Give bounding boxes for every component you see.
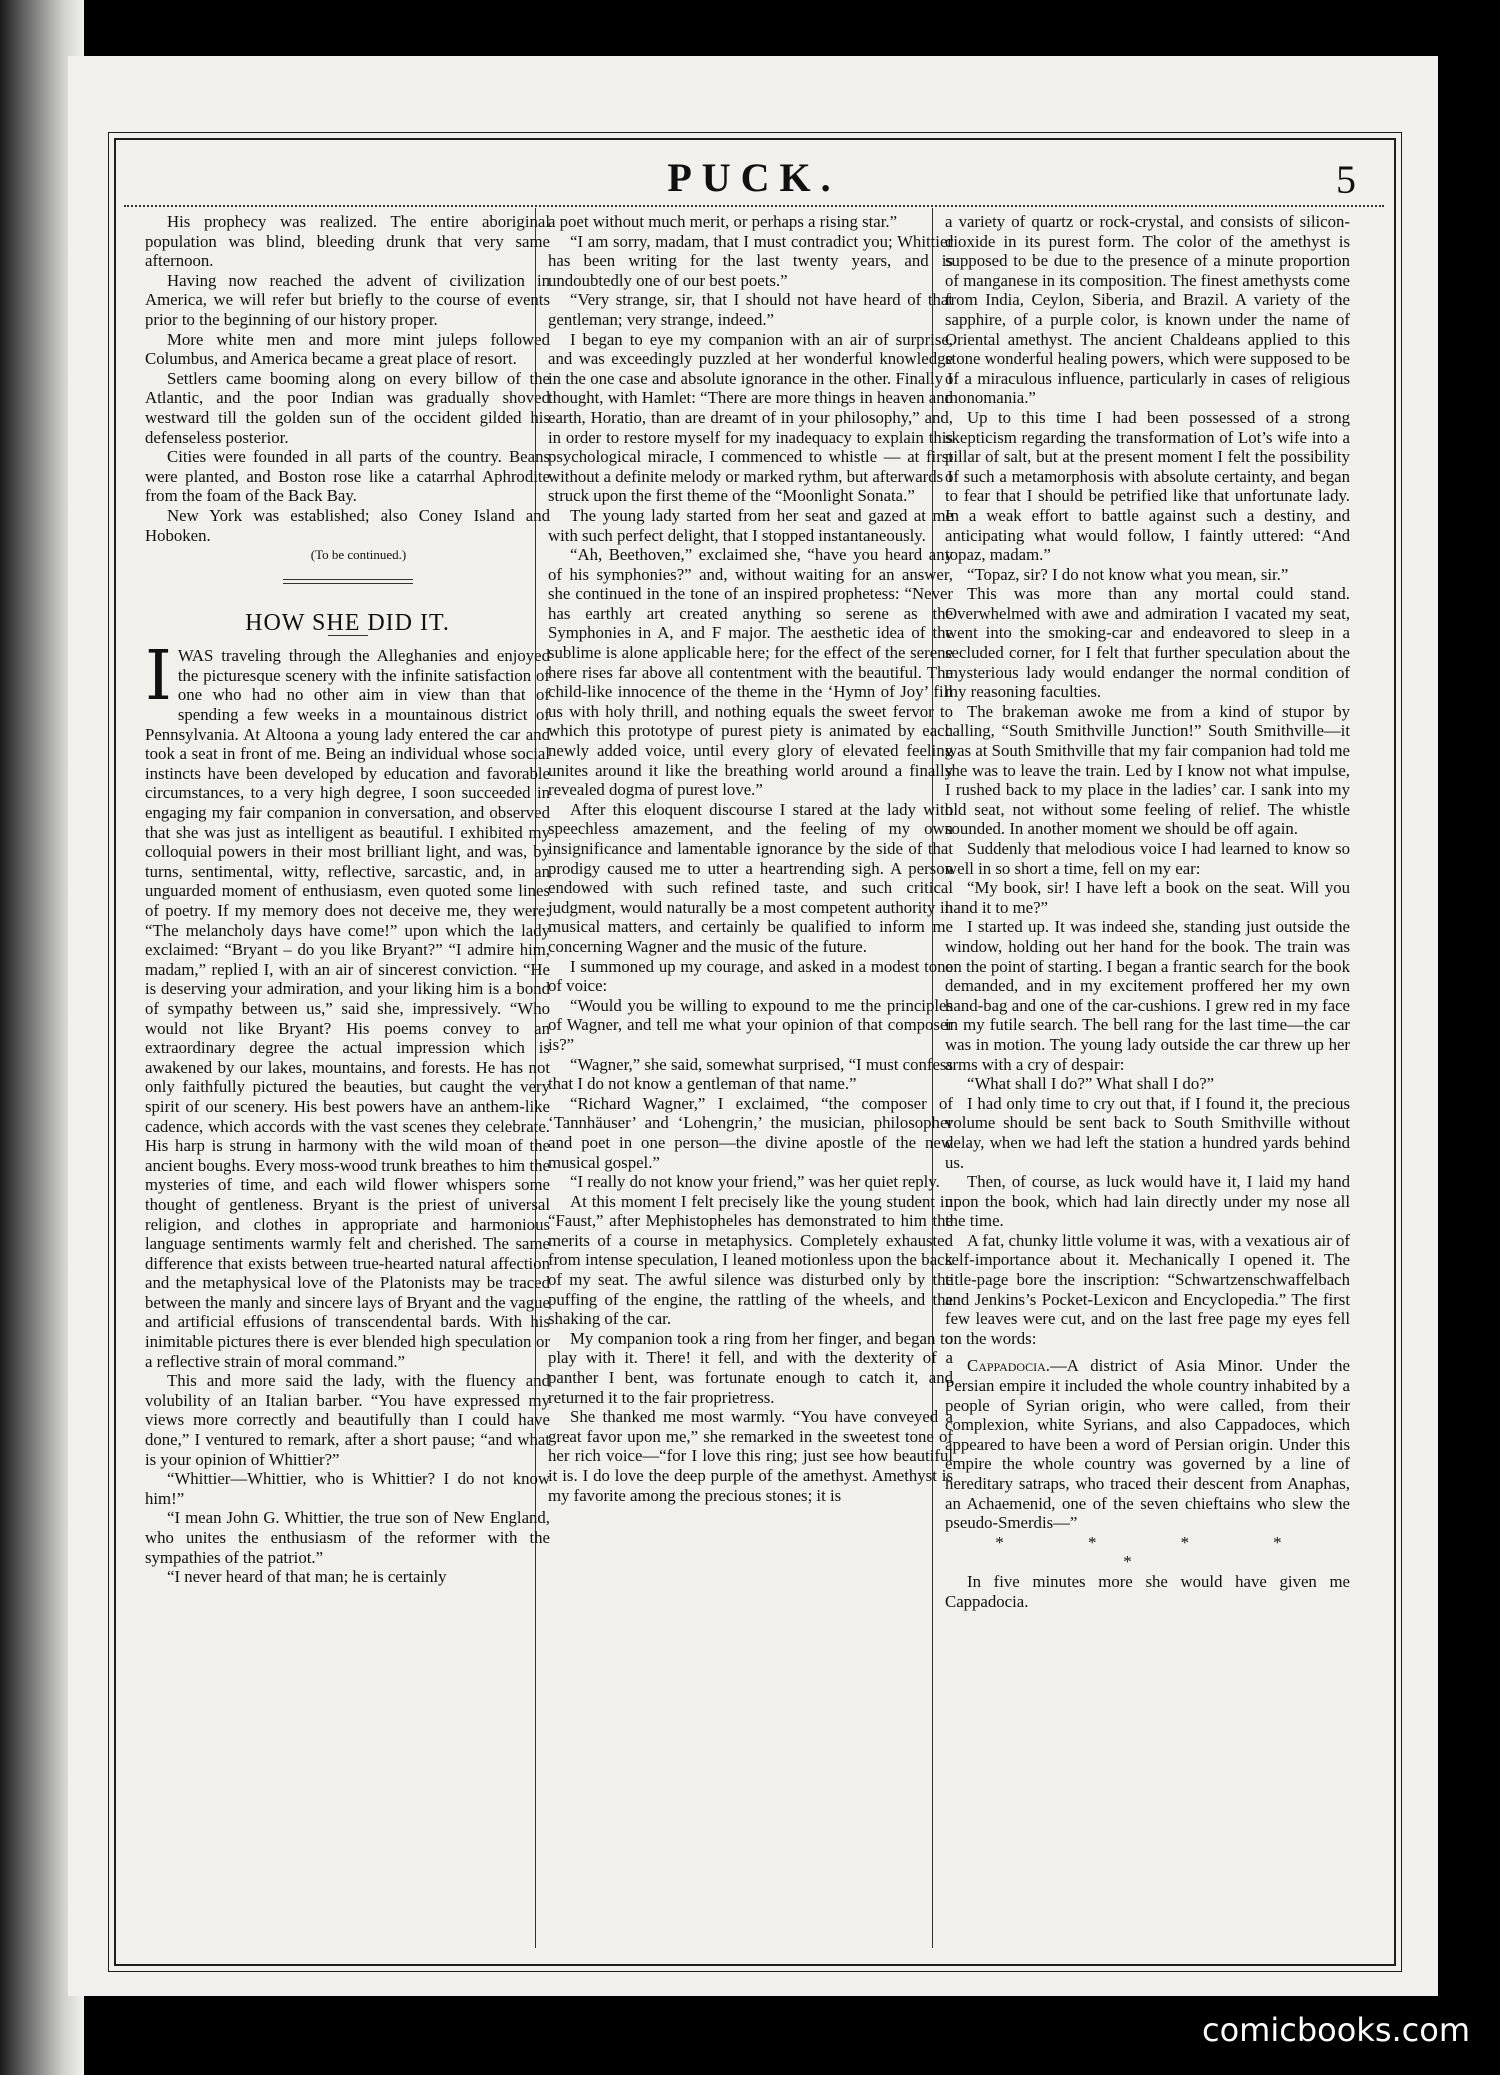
encyclopedia-entry (945, 1356, 1350, 1532)
masthead (124, 152, 1384, 200)
paragraph: Suddenly that melodious voice I had learned to know so well in so short a time, fell on my ear: (945, 839, 1350, 878)
paragraph: Having now reached the advent of civilization in America, we will refer but briefly to the course of events prior to the beginning of our history proper. (145, 270, 550, 329)
paragraph: His prophecy was realized. The entire aboriginal population was blind, bleeding drunk that very same afternoon. (145, 212, 550, 271)
paragraph: “I mean John G. Whittier, the true son of New England, who unites the enthusiasm of the reformer with the sympathies of the patriot.” (145, 1508, 550, 1567)
article-separator (283, 579, 413, 584)
paragraph: More white men and more mint juleps followed Columbus, and America became a great place of resort. (145, 329, 550, 369)
paragraph: “Would you be willing to expound to me the principles of Wagner, and tell me what your opinion of that composer is?” (548, 995, 953, 1054)
column-1 (145, 212, 550, 1587)
entry-text: —A district of Asia Minor. Under the Persian empire it included the whole country inhabited by a people of Syrian origin, who were called, from their complexion, white Syrians, and also Cappadoces, which appeared to have been a word of Persian origin. Under this empire the whole country was governed by a line of hereditary satraps, who traced their descent from Anaphas, an Achaemenid, one of the seven chieftains who slew the pseudo-Smerdis—” (945, 1356, 1350, 1533)
paragraph-text: WAS traveling through the Alleghanies and enjoyed the picturesque scenery with the infinite satisfaction of one who had no other aim in view than that of spending a few weeks in a mountainous district of Pennsylvania. At Altoona a young lady entered the car and took a seat in front of me. Being an individual whose social instincts have been developed by education and favorable circumstances, to a very high degree, I soon succeeded in engaging my fair companion in conversation, and observed that she was just as intelligent as beautiful. I exhibited my colloquial powers in their most brilliant light, and was, by turns, sentimental, witty, reflective, sarcastic, and, in an unguarded moment of enthusiasm, even quoted some lines of poetry. If my memory does not deceive me, they were: “The melancholy days have come!” upon which the lady exclaimed: “Bryant – do you like Bryant?” “I admire him, madam,” replied I, with an air of sincerest conviction. “He is deserving your admiration, and your liking him is a bond of sympathy between us,” said she, impressively. “Who would not like Bryant? His poems convey to an extraordinary degree the actual impression which is awakened by our lakes, mountains, and forests. He has not only faithfully pictured the beauties, but caught the very spirit of our scenery. His best powers have an anthem-like cadence, which accords with the vast scenes they celebrate. His harp is strung in harmony with the wild moan of the ancient boughs. Every moss-wood trunk breathes to him the mysteries of time, and each wild flower whispers some thought of gentleness. Bryant is the priest of universal religion, and clothes in appropriate and harmonious language sentiments warmly felt and cherished. The same difference that exists between true-hearted natural affection and the metaphysical love of the Platonists may be traced between the manly and sincere lays of Bryant and the vague and artificial effusions of transcendental bards. With his inimitable pictures there is ever blended high speculation or a reflective strain of moral command.” (145, 646, 550, 1371)
paragraph: At this moment I felt precisely like the young student in “Faust,” after Mephistopheles has demonstrated to him the merits of a course in metaphysics. Completely exhausted from intense speculation, I leaned motionless upon the back of my seat. The awful silence was disturbed only by the puffing of the engine, the rattling of the wheels, and the shaking of the car. (548, 1191, 953, 1329)
page-number: 5 (1336, 157, 1356, 202)
paragraph: The young lady started from her seat and gazed at me with such perfect delight, that I stopped instantaneously. (548, 505, 953, 545)
paragraph: New York was established; also Coney Island and Hoboken. (145, 505, 550, 545)
masthead-title: PUCK. (667, 155, 841, 200)
paragraph: The brakeman awoke me from a kind of stupor by calling, “South Smithville Junction!” South Smithville—it was at South Smithville that my fair companion had told me she was to leave the train. Led by I know not what impulse, I rushed back to my place in the ladies’ car. I sank into my old seat, not without some feeling of relief. The whistle sounded. In another moment we should be off again. (945, 701, 1350, 839)
continued-note: (To be continued.) (310, 547, 407, 563)
column-2 (548, 212, 953, 1505)
paragraph: “Very strange, sir, that I should not have heard of that gentleman; very strange, indeed.” (548, 290, 953, 329)
paragraph: Settlers came booming along on every billow of the Atlantic, and the poor Indian was gradually shoved westward till the golden sun of the occident gilded his defenseless posterior. (145, 368, 550, 447)
paragraph: I summoned up my courage, and asked in a modest tone of voice: (548, 956, 953, 996)
paragraph: She thanked me most warmly. “You have conveyed a great favor upon me,” she remarked in the sweetest tone of her rich voice—“for I love this ring; just see how beautiful it is. I do love the deep purple of the amethyst. Amethyst is my favorite among the precious stones; it is (548, 1407, 953, 1505)
paragraph: “Wagner,” she said, somewhat surprised, “I must confess that I do not know a gentleman of that name.” (548, 1054, 953, 1094)
paragraph: “My book, sir! I have left a book on the seat. Will you hand it to me?” (945, 878, 1350, 917)
paragraph: “What shall I do?” What shall I do?” (967, 1074, 1215, 1094)
paragraph: I had only time to cry out that, if I found it, the precious volume should be sent back to South Smithville without delay, when we had left the station a hundred yards behind us. (945, 1093, 1350, 1172)
opening-paragraph (145, 637, 550, 1371)
masthead-rule (124, 205, 1384, 207)
entry-headword: Cappadocia. (967, 1356, 1050, 1376)
paragraph: “I am sorry, madam, that I must contradict you; Whittier has been writing for the last twenty years, and is undoubtedly one of our best poets.” (548, 231, 953, 290)
watermark: comicbooks.com (1201, 2011, 1470, 2049)
paragraph: a poet without much merit, or perhaps a rising star.” (548, 212, 898, 231)
paragraph: a variety of quartz or rock-crystal, and consists of silicon-dioxide in its purest form. The color of the amethyst is supposed to be due to the presence of a minute proportion of manganese in its composition. The finest amethysts come from India, Ceylon, Siberia, and Brazil. A variety of the sapphire, of a purple color, is known under the name of Oriental amethyst. The ancient Chaldeans applied to this stone wonderful healing powers, which were supposed to be of a miraculous influence, particularly in cases of religious monomania.” (945, 212, 1350, 408)
asterism: * * * * * (995, 1532, 1322, 1572)
paragraph: This was more than any mortal could stand. Overwhelmed with awe and admiration I vacated my seat, went into the smoking-car and endeavored to sleep in a secluded corner, for I felt that further speculation about the mysterious lady would endanger the normal condition of my reasoning faculties. (945, 584, 1350, 702)
paragraph: “Richard Wagner,” I exclaimed, “the composer of ‘Tannhäuser’ and ‘Lohengrin,’ the musician, philosopher and poet in one person—the divine apostle of the new musical gospel.” (548, 1093, 953, 1172)
paragraph: I started up. It was indeed she, standing just outside the window, holding out her hand for the book. The train was on the point of starting. I began a frantic search for the book demanded, and in my excitement proffered her my own hand-bag and one of the car-cushions. I grew red in my face in my futile search. The bell rang for the last time—the car was in motion. The young lady outside the car threw up her arms with a cry of despair: (945, 917, 1350, 1074)
paragraph: “I never heard of that man; he is certainly (167, 1567, 447, 1587)
paragraph: “I really do not know your friend,” was her quiet reply. (570, 1172, 940, 1192)
paragraph: I began to eye my companion with an air of surprise, and was exceedingly puzzled at her wonderful knowledge in the one case and absolute ignorance in the other. Finally I thought, with Hamlet: “There are more things in heaven and earth, Horatio, than are dreamt of in your philosophy,” and, in order to restore myself for my inadequacy to explain this psychological miracle, I commenced to whistle — at first without a definite melody or marked rythm, but afterwards I struck upon the first theme of the “Moonlight Sonata.” (548, 329, 953, 506)
paragraph: This and more said the lady, with the fluency and volubility of an Italian barber. “You have expressed my views more correctly and beautifully than I could have done,” I ventured to remark, after a short pause; “and what is your opinion of Whittier?” (145, 1371, 550, 1469)
paragraph: In five minutes more she would have given me Cappadocia. (945, 1571, 1350, 1611)
paragraph: After this eloquent discourse I stared at the lady with speechless amazement, and the feeling of my own insignificance and lamentable ignorance by the side of that prodigy caused me to utter a heartrending sigh. A person endowed with such refined taste, and such critical judgment, would naturally be a most competent authority in musical matters, and certainly be qualified to inform me concerning Wagner and the music of the future. (548, 799, 953, 956)
drop-cap: I (145, 637, 172, 717)
paragraph: “Ah, Beethoven,” exclaimed she, “have you heard any of his symphonies?” and, without waiting for an answer, she continued in the tone of an inspired prophetess: “Never has earthly art created anything so serene as the Symphonies in A, and F major. The aesthetic idea of the sublime is alone applicable here; for the effect of the serene here rises far above all contentment with the beautiful. The child-like innocence of the theme in the ‘Hymn of Joy’ fill us with holy thrill, and nothing equals the sweet fervor to which this prototype of purest piety is animated by each newly added voice, until every glory of elevated feeling unites around it like the breathing world around a finally revealed dogma of purest love.” (548, 545, 953, 800)
paragraph: My companion took a ring from her finger, and began to play with it. There! it fell, and with the dexterity of a panther I bent, was fortunate enough to catch it, and returned it to the fair proprietress. (548, 1328, 953, 1407)
paragraph: “Whittier—Whittier, who is Whittier? I do not know him!” (145, 1469, 550, 1508)
paragraph: “Topaz, sir? I do not know what you mean, sir.” (967, 564, 1289, 584)
paragraph: Then, of course, as luck would have it, I laid my hand upon the book, which had lain directly under my nose all the time. (945, 1172, 1350, 1231)
paragraph: Cities were founded in all parts of the country. Beans were planted, and Boston rose like a catarrhal Aphrodite from the foam of the Back Bay. (145, 447, 550, 506)
column-3 (945, 212, 1350, 1611)
paragraph: Up to this time I had been possessed of a strong skepticism regarding the transformation of Lot’s wife into a pillar of salt, but at the present moment I felt the possibility of such a metamorphosis with absolute certainty, and began to fear that I should be petrified like that unfortunate lady. In a weak effort to battle against such a destiny, and anticipating what would follow, I faintly uttered: “And topaz, madam.” (945, 407, 1350, 565)
paragraph: A fat, chunky little volume it was, with a vexatious air of self-importance about it. Mechanically I opened it. The title-page bore the inscription: “Schwartzenschwaffelbach and Jenkins’s Pocket-Lexicon and Encyclopedia.” The first few leaves were cut, and on the last free page my eyes fell on the words: (945, 1230, 1350, 1348)
article-headline: HOW SHE DID IT. (245, 609, 450, 636)
